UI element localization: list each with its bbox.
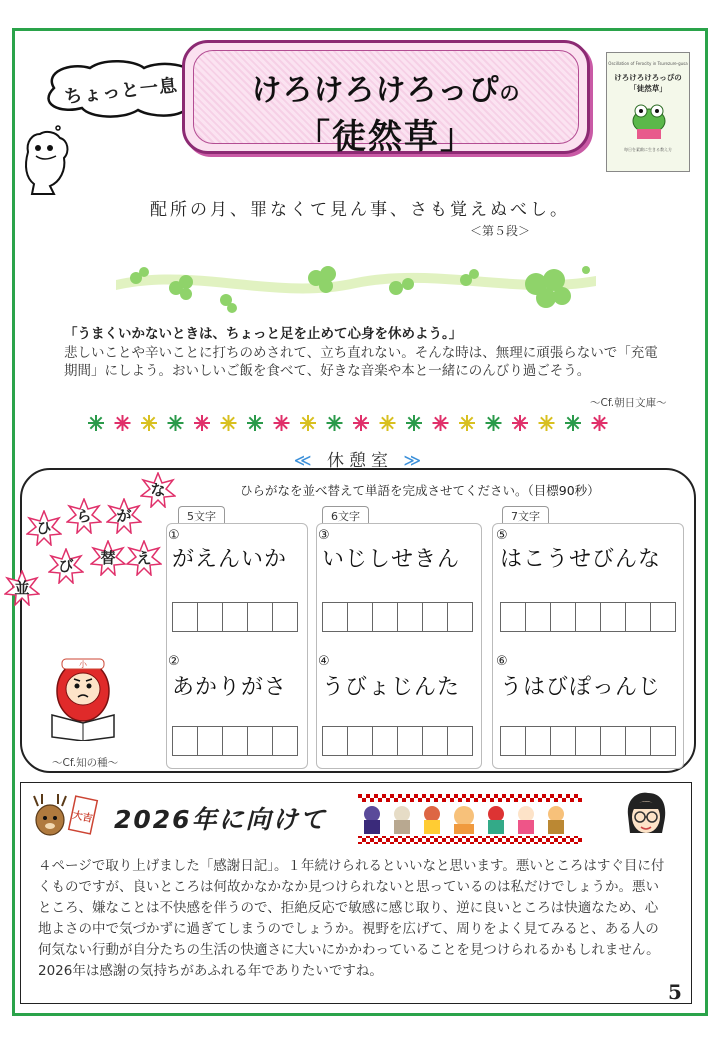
- puzzle-2-answer-grid[interactable]: [172, 726, 297, 756]
- badge-e: え: [126, 540, 162, 576]
- deer-omikuji-icon: [28, 790, 108, 846]
- divider-star: [512, 415, 528, 431]
- divider-star: [406, 415, 422, 431]
- title-banner: [182, 40, 590, 157]
- puzzle-4-number: ④: [318, 654, 330, 669]
- title-line1: [194, 65, 578, 109]
- daruma-source: ～Cf.知の種～: [52, 757, 119, 769]
- puzzle-1-word: がえんいか: [172, 547, 288, 572]
- divider-star: [141, 415, 157, 431]
- puzzle-6-word: うはびぽっんじ: [500, 675, 662, 700]
- puzzle-3-answer-grid[interactable]: [322, 602, 472, 632]
- lesson-title: 「うまくいかないときは、ちょっと足を止めて心身を休めよう。」: [64, 326, 463, 342]
- badge-kae: 替: [90, 540, 126, 576]
- title-no: の: [499, 81, 521, 105]
- divider-star: [194, 415, 210, 431]
- break-title-right: ≫: [403, 451, 427, 471]
- divider-star: [221, 415, 237, 431]
- divider-star: [115, 415, 131, 431]
- title-sub: 「徒然草」: [296, 117, 476, 157]
- daruma-badge-text: 小: [79, 660, 87, 669]
- puzzle-instruction: ひらがなを並べ替えて単語を完成させてください。（目標90秒）: [240, 483, 600, 498]
- new-year-title: 2026年に向けて: [114, 805, 327, 834]
- bubble-text: ちょっと一息: [63, 75, 179, 108]
- author-avatar-icon: [622, 789, 670, 843]
- book-subtitle: 毎日を素敵に生きる教え方: [624, 147, 672, 152]
- break-title-left: ≪: [293, 451, 317, 471]
- title-main: けろけろけろっぴ: [251, 73, 500, 108]
- puzzle-5-word: はこうせびんな: [500, 547, 662, 572]
- badge-ga: が: [106, 498, 142, 534]
- omikuji-text: 大吉: [71, 809, 94, 825]
- puzzle-3-word: いじしせきん: [322, 547, 461, 572]
- puzzle-2-word: あかりがさ: [172, 675, 288, 700]
- divider-star: [300, 415, 316, 431]
- seven-lucky-gods-icon: [358, 794, 582, 848]
- puzzle-2-number: ②: [168, 654, 180, 669]
- badge-na: な: [140, 472, 176, 508]
- book-cover: [606, 52, 690, 172]
- tab-7-chars: 7文字: [502, 506, 549, 524]
- lesson-source: ～Cf.朝日文庫～: [590, 397, 667, 409]
- lesson-body: 悲しいことや辛いことに打ちのめされて、立ち直れない。そんな時は、無理に頑張らないで「充電期間」にしよう。おいしいご飯を食べて、好きな音楽や本と一緒にのんびり過ごそう。: [64, 345, 658, 379]
- divider-star: [247, 415, 263, 431]
- puzzle-1-number: ①: [168, 528, 180, 543]
- book-title-line2: 「徒然草」: [629, 84, 667, 93]
- divider-star: [459, 415, 475, 431]
- clover-decoration-icon: [116, 256, 596, 320]
- book-title: [607, 72, 689, 94]
- puzzle-4-word: うびょじんた: [322, 675, 461, 700]
- new-year-body: ４ページで取り上げました「感謝日記」。１年続けられるといいなと思います。悪いところはすぐ目に付くものですが、良いところは何故かなかなか見つけられないと思っているのは私だけでしょうか。悪いところ、嫌なことは不快感を伴うので、拒絶反応で敏感に感じ取り、逆に良いところは快適なため、心地よさの中で気づかずに過ぎてしまうのでしょうか。視野を広げて、周りをよく見てみると、ある人の何気ない行動が自分たちの生活の快適さに大いにかかわっていることを見つけられるかもしれません。2026年は感謝の気持ちがあふれる年でありたいですね。: [38, 858, 665, 979]
- divider-star: [380, 415, 396, 431]
- classic-quote: 配所の月、罪なくて見ん事、さも覚えぬべし。: [150, 200, 570, 220]
- title-banner-inner: [193, 50, 579, 157]
- tab-5-chars: 5文字: [178, 506, 225, 524]
- badge-bi: び: [48, 548, 84, 584]
- divider-star: [353, 415, 369, 431]
- badge-hi: ひ: [26, 510, 62, 546]
- divider-star: [274, 415, 290, 431]
- divider-star: [565, 415, 581, 431]
- star-divider-icon: [84, 414, 614, 436]
- divider-star: [486, 415, 502, 431]
- badge-nara: 並: [4, 570, 40, 606]
- divider-star: [433, 415, 449, 431]
- book-title-line1: けろけろけろっぴの: [614, 73, 682, 82]
- quote-source: ＜第５段＞: [470, 224, 531, 238]
- puzzle-3-number: ③: [318, 528, 330, 543]
- book-top-text: Oscillation of Ferocity in Tsurezure-gusa: [608, 61, 688, 66]
- frog-mascot-icon: [20, 122, 78, 200]
- puzzle-5-number: ⑤: [496, 528, 508, 543]
- divider-star: [168, 415, 184, 431]
- divider-star: [592, 415, 608, 431]
- divider-star: [88, 415, 104, 431]
- puzzle-4-answer-grid[interactable]: [322, 726, 472, 756]
- break-title-text: 休憩室: [327, 451, 393, 471]
- divider-star: [539, 415, 555, 431]
- page-number: 5: [668, 980, 682, 1004]
- badge-ra: ら: [66, 498, 102, 534]
- puzzle-5-answer-grid[interactable]: [500, 602, 675, 632]
- puzzle-6-answer-grid[interactable]: [500, 726, 675, 756]
- puzzle-1-answer-grid[interactable]: [172, 602, 297, 632]
- divider-star: [327, 415, 343, 431]
- frog-reading-icon: [629, 99, 669, 143]
- tab-6-chars: 6文字: [322, 506, 369, 524]
- daruma-student-icon: [48, 645, 118, 745]
- puzzle-6-number: ⑥: [496, 654, 508, 669]
